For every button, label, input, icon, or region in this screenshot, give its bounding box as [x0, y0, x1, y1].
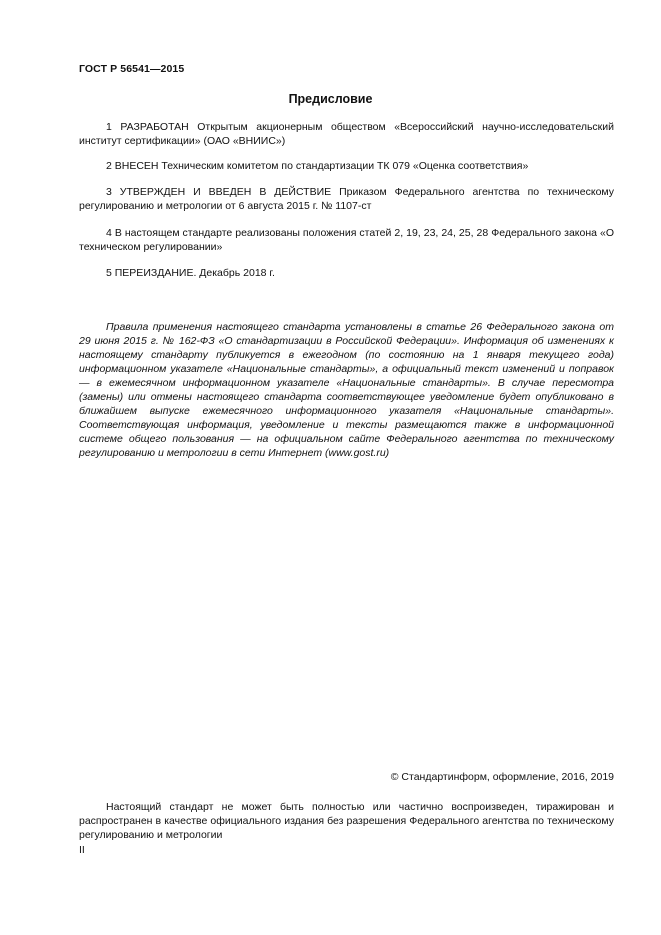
copyright-line: © Стандартинформ, оформление, 2016, 2019	[390, 771, 614, 783]
reproduction-note-text: Настоящий стандарт не может быть полностью или частично воспроизведен, тиражирован и распространен в качестве официального издания без разрешения Федерального агентства по техническому регулированию и метрологии	[79, 801, 614, 841]
foreword-item-2	[79, 159, 614, 173]
reproduction-note	[79, 800, 614, 842]
foreword-item-1	[79, 120, 614, 148]
standard-rules-note	[79, 320, 614, 460]
foreword-item-3	[79, 185, 614, 213]
foreword-item-5	[79, 266, 614, 280]
foreword-item-5-text: 5 ПЕРЕИЗДАНИЕ. Декабрь 2018 г.	[106, 267, 275, 279]
document-id-header: ГОСТ Р 56541—2015	[79, 63, 185, 75]
page-number: II	[79, 844, 85, 856]
foreword-item-2-text: 2 ВНЕСЕН Техническим комитетом по стандартизации ТК 079 «Оценка соответствия»	[106, 160, 529, 172]
page-title: Предисловие	[288, 92, 373, 106]
foreword-item-3-text: 3 УТВЕРЖДЕН И ВВЕДЕН В ДЕЙСТВИЕ Приказом Федерального агентства по техническому регулированию и метрологии от 6 августа 2015 г. № 1107-ст	[79, 186, 614, 212]
standard-rules-note-text: Правила применения настоящего стандарта установлены в статье 26 Федерального закона от 29 июня 2015 г. № 162-ФЗ «О стандартизации в Российской Федерации». Информация об изменениях к настоящему стандарту публикуется в ежегодном (по состоянию на 1 января текущего года) информационном указателе «Национальные стандарты», а официальный текст изменений и поправок — в ежемесячном информационном указателе «Национальные стандарты». В случае пересмотра (замены) или отмены настоящего стандарта соответствующее уведомление будет опубликовано в ближайшем выпуске ежемесячного информационного указателя «Национальные стандарты». Соответствующая информация, уведомление и тексты размещаются также в информационной системе общего пользования — на официальном сайте Федерального агентства по техническому регулированию и метрологии в сети Интернет (www.gost.ru)	[79, 321, 614, 459]
foreword-item-4	[79, 226, 614, 254]
foreword-item-4-text: 4 В настоящем стандарте реализованы положения статей 2, 19, 23, 24, 25, 28 Федерального закона «О техническом регулировании»	[79, 227, 614, 253]
foreword-item-1-text: 1 РАЗРАБОТАН Открытым акционерным обществом «Всероссийский научно-исследовательский институт сертификации» (ОАО «ВНИИС»)	[79, 121, 614, 147]
